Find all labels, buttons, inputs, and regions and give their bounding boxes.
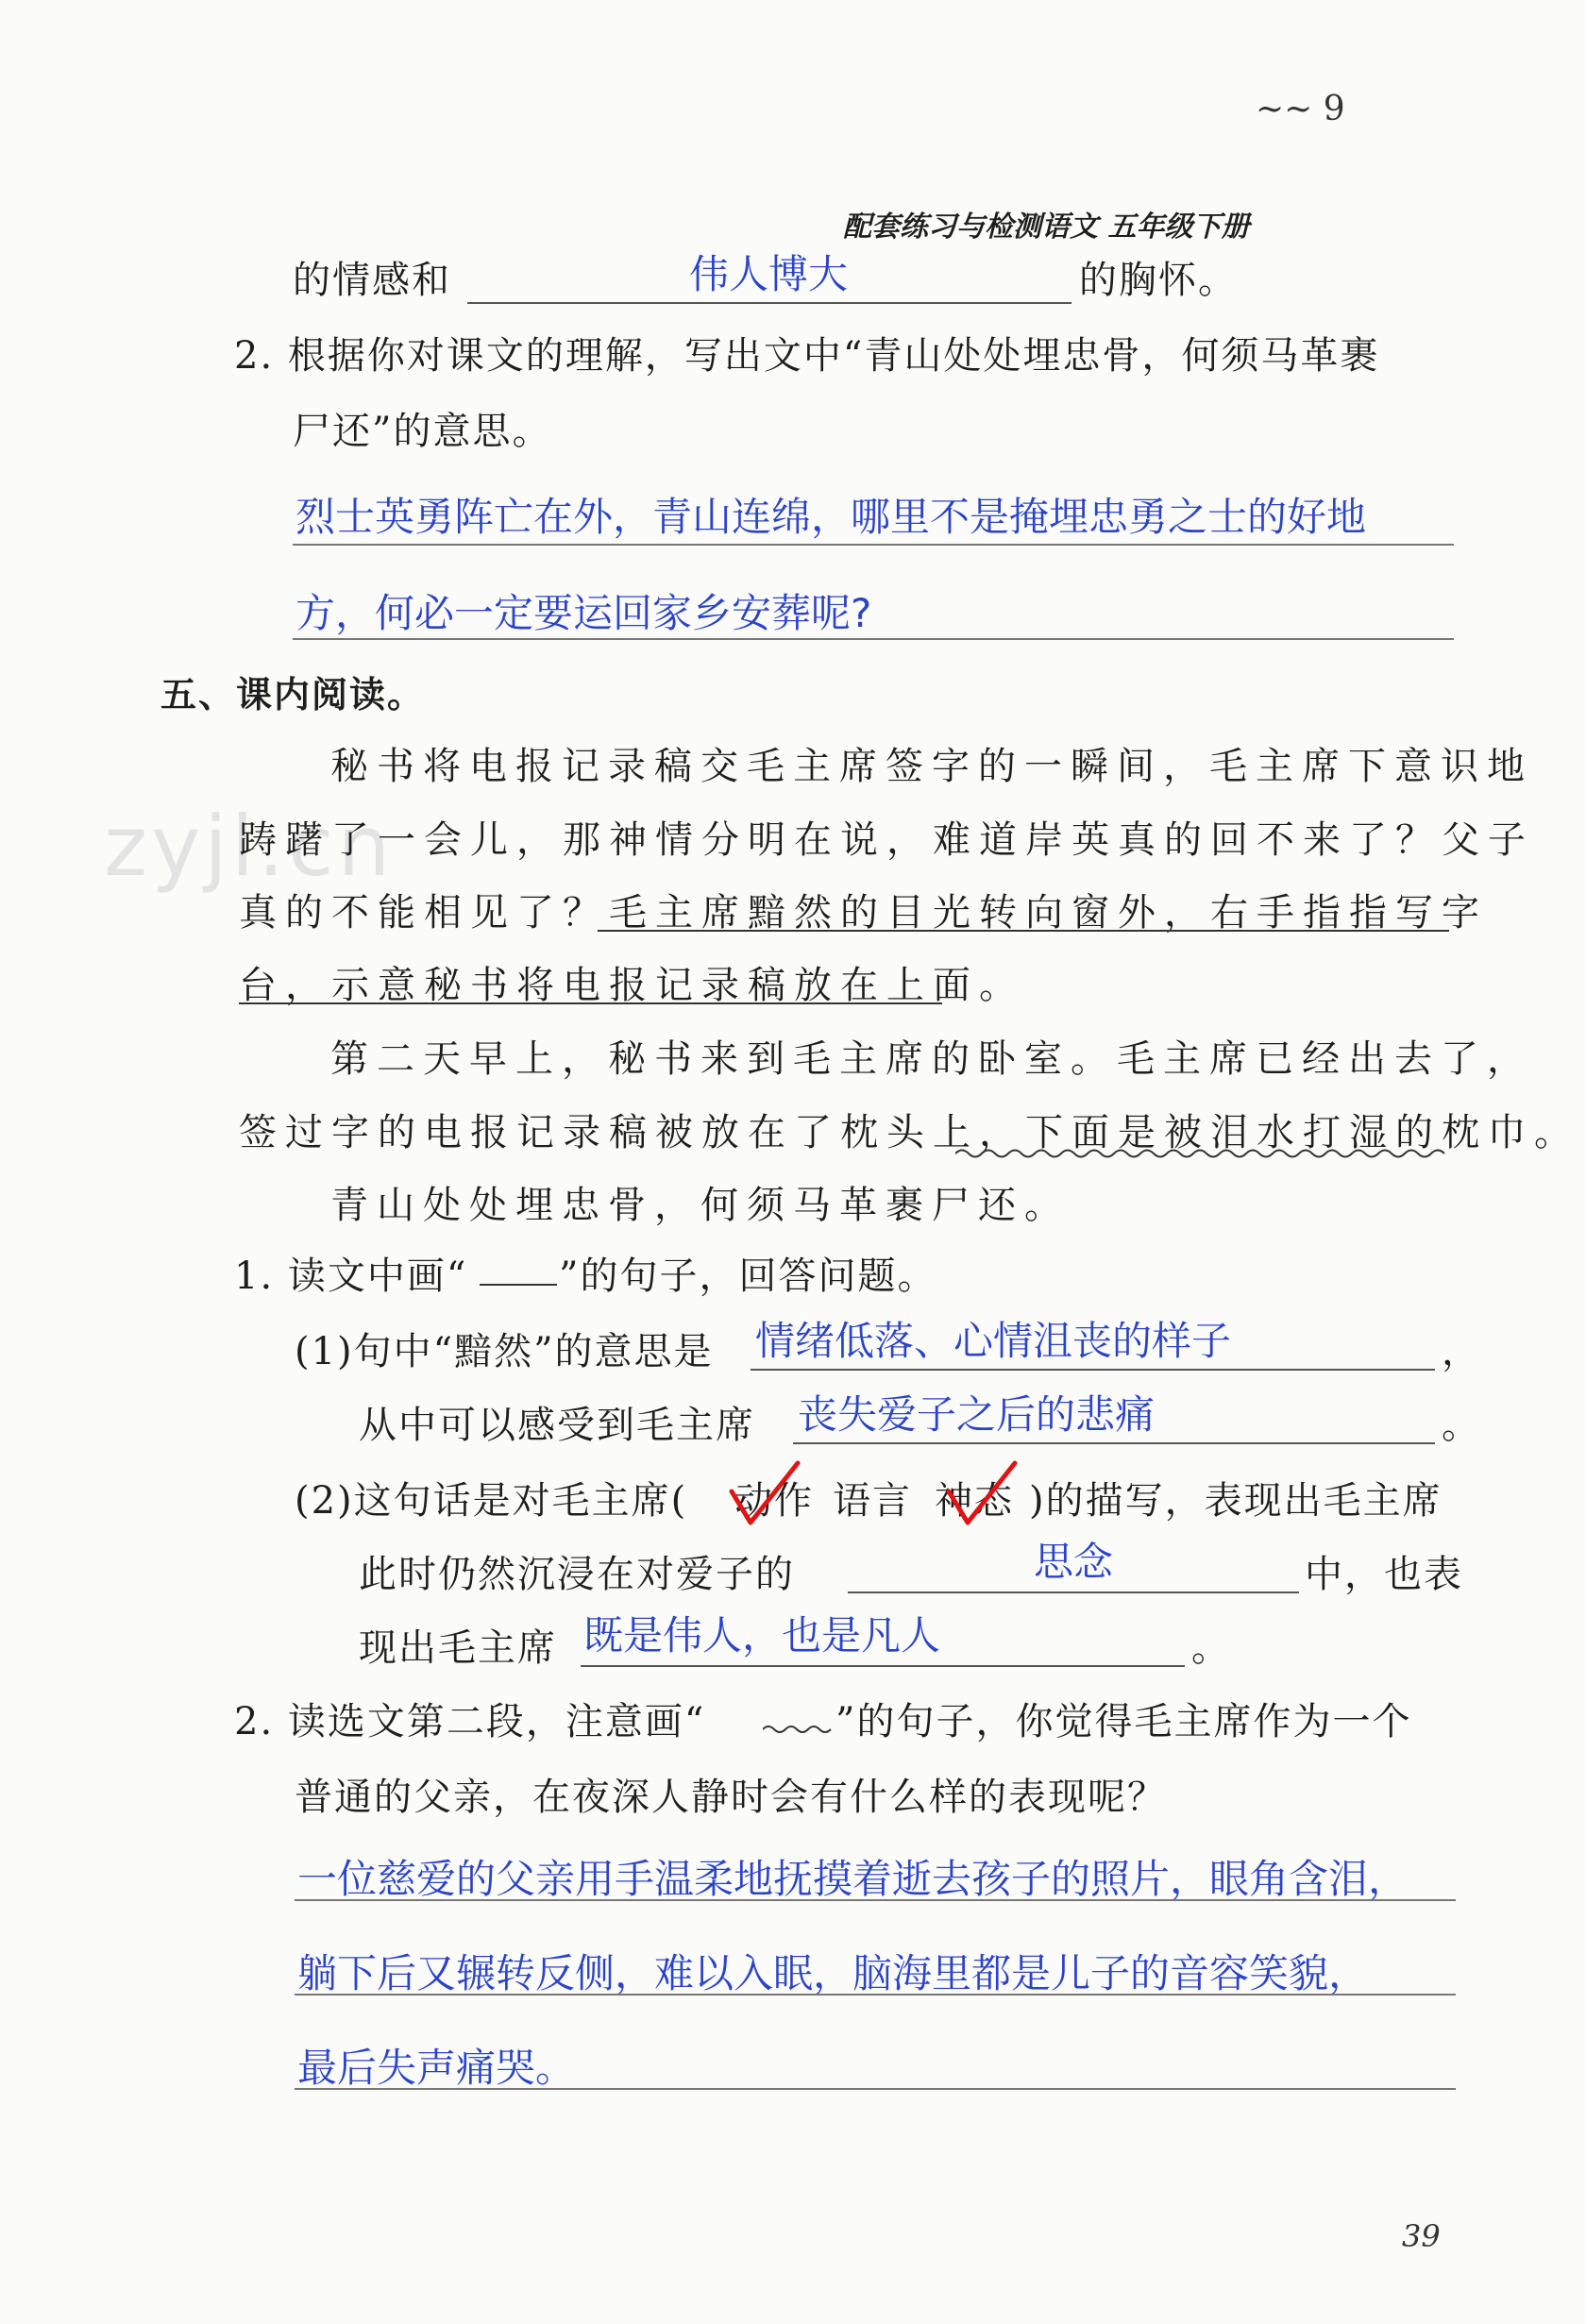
answer-blank [581,1665,1185,1667]
top-answer-blank [467,302,1071,304]
answer-rule [295,2088,1456,2090]
top-line-suffix: 的胸怀。 [1079,259,1238,302]
passage-line: 秘书将电报记录稿交毛主席签字的一瞬间，毛主席下意识地 [330,745,1533,788]
top-answer: 伟人博大 [689,251,849,297]
answer-blank [793,1442,1435,1444]
poem-line: 青山处处埋忠骨，何须马革裹尸还。 [330,1184,1071,1227]
sample-wavy-line [763,1724,835,1735]
straight-underline [598,930,1449,932]
q5-1-sub1b-answer: 丧失爱子之后的悲痛 [798,1391,1156,1438]
q4-2-line2: 尸还”的意思。 [293,410,552,453]
q5-1-sub1b-prefix: 从中可以感受到毛主席 [359,1404,755,1447]
page-number: 39 [1402,2218,1441,2254]
q5-1-sub2b-answer: 思念 [1034,1539,1114,1585]
passage-line: 签过字的电报记录稿被放在了枕头上，下面是被泪水打湿的枕巾。 [239,1111,1580,1154]
answer-rule [293,638,1454,640]
q5-1-sub1-prefix: (1)句中“黯然”的意思是 [295,1330,714,1373]
q5-1-sub1-answer: 情绪低落、心情沮丧的样子 [755,1318,1232,1364]
top-line-prefix: 的情感和 [293,259,451,302]
q5-2-stem-prefix: 2. 读选文第二段，注意画“ [234,1700,706,1743]
red-check-icon [727,1458,802,1529]
q5-2-answer-line2: 躺下后又辗转反侧，难以入眠，脑海里都是儿子的音容笑貌， [297,1950,1369,1996]
section-heading: 五、课内阅读。 [160,674,426,716]
option-expression: 神态 [935,1479,1014,1523]
q5-1-sub1b-end: 。 [1442,1404,1481,1447]
answer-blank [848,1591,1299,1593]
passage-line: 台，示意秘书将电报记录稿放在上面。 [239,964,1025,1007]
answer-blank [751,1369,1435,1371]
q5-1-sub2c-answer: 既是伟人，也是凡人 [583,1612,941,1659]
straight-underline [239,1002,942,1004]
q5-1-stem-prefix: 1. 读文中画“ [234,1255,468,1298]
answer-rule [295,1899,1456,1901]
sample-straight-line [480,1284,557,1286]
q5-1-sub2c-end: 。 [1191,1626,1231,1670]
answer-rule [295,1994,1456,1996]
option-language: 语言 [833,1479,912,1523]
q4-2-line1: 2. 根据你对课文的理解，写出文中“青山处处埋忠骨，何须马革裹 [234,334,1380,378]
q5-1-sub2b-suffix: 中，也表 [1305,1553,1463,1596]
passage-line: 踌躇了一会儿，那神情分明在说，难道岸英真的回不来了？父子 [239,818,1534,862]
answer-rule [293,544,1454,546]
q4-2-answer-line2: 方，何必一定要运回家乡安葬呢? [295,590,872,636]
option-action: 动作 [734,1479,814,1523]
wavy-underline [955,1147,1451,1160]
q5-2-answer-line3: 最后失声痛哭。 [297,2045,576,2091]
watermark: zyjl.cn [104,798,395,895]
q5-1-sub2b-prefix: 此时仍然沉浸在对爱子的 [359,1553,795,1596]
red-check-icon [944,1458,1020,1529]
q5-2-stem-suffix: ”的句子，你觉得毛主席作为一个 [835,1700,1412,1743]
passage-line: 真的不能相见了？毛主席黯然的目光转向窗外，右手指指写字 [239,891,1488,935]
q4-2-answer-line1: 烈士英勇阵亡在外，青山连绵，哪里不是掩埋忠勇之士的好地 [295,494,1367,540]
q5-1-sub2-suffix: )的描写，表现出毛主席 [1029,1479,1443,1523]
q5-2-answer-line1: 一位慈爱的父亲用手温柔地抚摸着逝去孩子的照片，眼角含泪， [297,1856,1409,1902]
q5-1-sub2-prefix: (2)这句话是对毛主席( [295,1479,688,1523]
corner-mark: ~~ 9 [1256,90,1345,128]
q5-1-sub1-end: ， [1442,1330,1481,1373]
q5-1-stem-suffix: ”的句子，回答问题。 [559,1255,937,1298]
q5-2-stem-line2: 普通的父亲，在夜深人静时会有什么样的表现呢？ [295,1776,1167,1819]
q5-1-sub2c-prefix: 现出毛主席 [359,1626,557,1670]
header-title: 配套练习与检测语文 五年级下册 [843,211,1250,244]
passage-line: 第二天早上，秘书来到毛主席的卧室。毛主席已经出去了， [330,1037,1533,1081]
